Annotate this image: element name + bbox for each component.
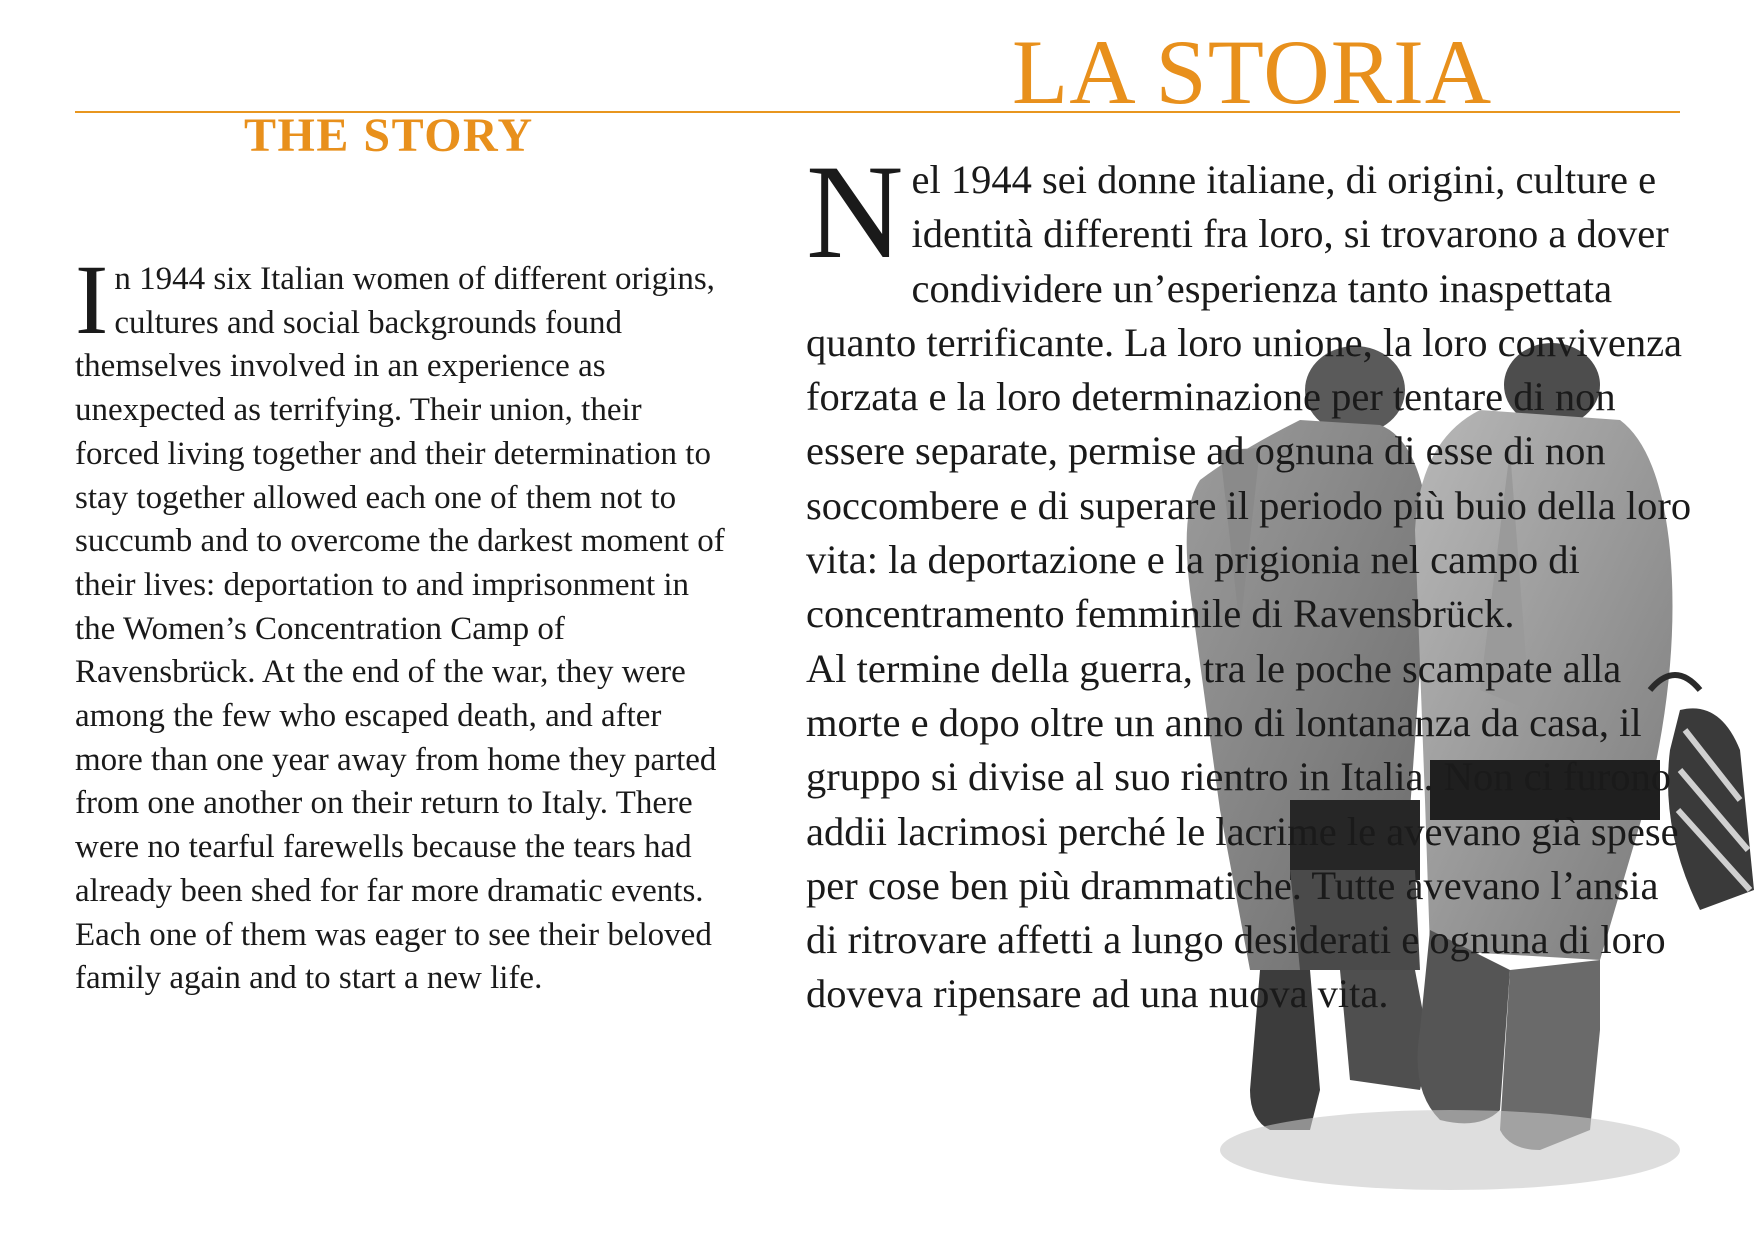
italian-body-2: Al termine della guerra, tra le poche scampate alla morte e dopo oltre un anno di lontananza da casa, il gruppo si divise al suo rientro in Italia. Non ci furono addii lacrimosi perché le lacrime le avevano già spese per cose ben più drammatiche. Tutte avevano l’ansia di ritrovare affetti a lungo desiderati e ognuna di loro doveva ripensare ad una nuova vita. (806, 645, 1679, 1017)
english-story-text (75, 244, 725, 1001)
italian-paragraph-1 (806, 138, 1696, 642)
italian-body-1: el 1944 sei donne italiane, di origini, culture e identità differenti fra loro, si trovarono a dover condividere un’esperienza tanto inaspettata quanto terrificante. La loro unione, la loro convivenza forzata e la loro determinazione per tentare di non essere separate, permise ad ognuna di esse di non soccombere e di superare il periodo più buio della loro vita: la deportazione e la prigionia nel campo di concentramento femminile di Ravensbrück. (806, 157, 1692, 637)
italian-paragraph-2 (806, 642, 1696, 1022)
page-title-english: THE STORY (244, 109, 534, 162)
italian-story-text (806, 138, 1696, 1022)
english-body: n 1944 six Italian women of different origins, cultures and social backgrounds found themselves involved in an experience as unexpected as terrifying. Their union, their forced living together and their determination to stay together allowed each one of them not to succumb and to overcome the darkest moment of their lives: deportation to and imprisonment in the Women’s Concentration Camp of Ravensbrück. At the end of the war, they were among the few who escaped death, and after more than one year away from home they parted from one another on their return to Italy. There were no tearful farewells because the tears had already been shed for far more dramatic events. Each one of them was eager to see their beloved family again and to start a new life. (75, 261, 725, 997)
page-title-italian: LA STORIA (1012, 21, 1493, 123)
english-dropcap: I (75, 244, 109, 355)
italian-dropcap: N (806, 138, 904, 287)
